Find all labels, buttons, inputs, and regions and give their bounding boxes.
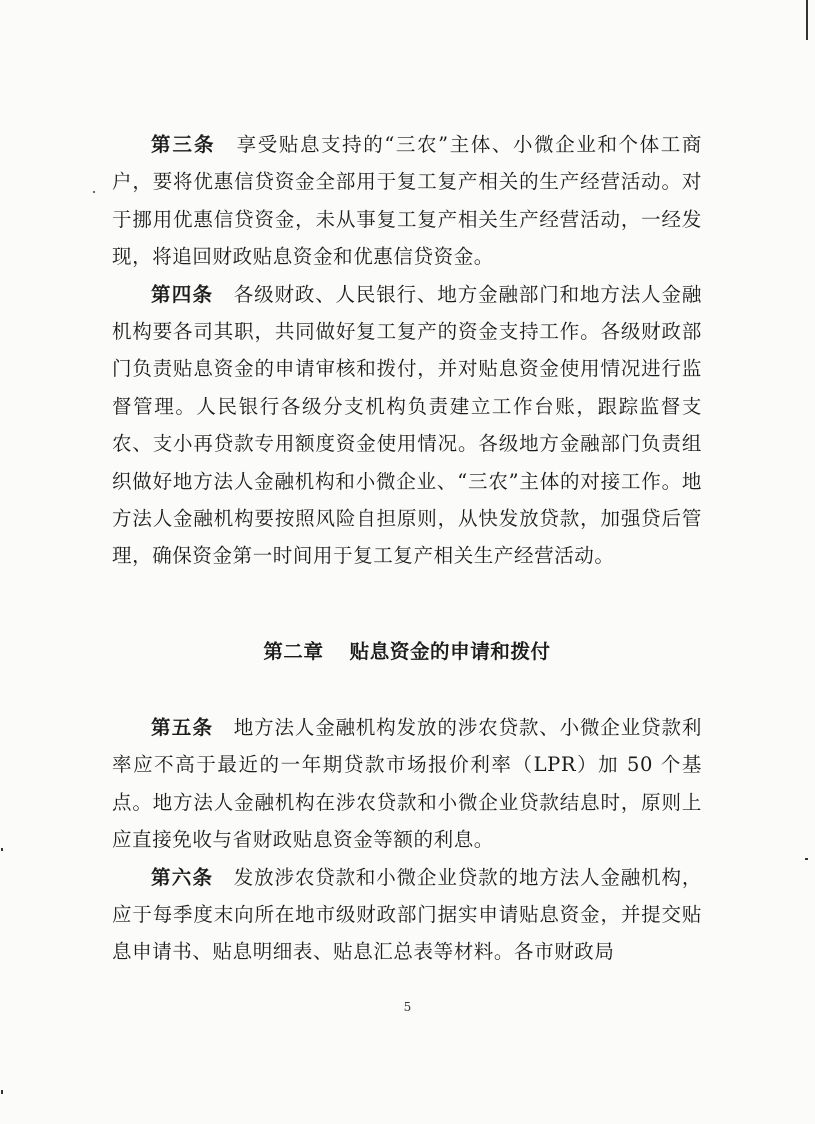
article-6-text: 发放涉农贷款和小微企业贷款的地方法人金融机构，应于每季度末向所在地市级财政部门据实申请贴息资金，并提交贴息申请书、贴息明细表、贴息汇总表等材料。各市财政局 xyxy=(112,865,702,964)
chapter-title: 贴息资金的申请和拨付 xyxy=(349,640,551,663)
document-body xyxy=(112,126,702,575)
article-4-paragraph xyxy=(112,276,702,575)
article-6-paragraph xyxy=(112,859,702,971)
chapter-number: 第二章 xyxy=(263,640,324,663)
scan-dot xyxy=(93,191,95,193)
page-number: 5 xyxy=(403,1000,412,1014)
scan-margin-mark xyxy=(1,1090,3,1094)
article-3-label: 第三条 xyxy=(151,133,216,156)
article-3-paragraph xyxy=(112,126,702,276)
article-5-label: 第五条 xyxy=(151,716,214,739)
scan-margin-mark xyxy=(1,848,3,851)
article-3-text: 享受贴息支持的“三农”主体、小微企业和个体工商户，要将优惠信贷资金全部用于复工复产相关的生产经营活动。对于挪用优惠信贷资金，未从事复工复产相关生产经营活动，一经发现，将追回财政贴息资金和优惠信贷资金。 xyxy=(112,133,702,269)
scan-margin-mark xyxy=(806,0,808,40)
chapter-heading xyxy=(112,636,702,664)
article-5-text: 地方法人金融机构发放的涉农贷款、小微企业贷款利率应不高于最近的一年期贷款市场报价利率（LPR）加 50 个基点。地方法人金融机构在涉农贷款和小微企业贷款结息时，原则上应直接免收与省财政贴息资金等额的利息。 xyxy=(112,716,702,852)
article-4-label: 第四条 xyxy=(151,282,214,306)
article-5-paragraph xyxy=(112,709,702,859)
document-body-2 xyxy=(112,709,702,971)
article-4-text: 各级财政、人民银行、地方金融部门和地方法人金融机构要各司其职，共同做好复工复产的资金支持工作。各级财政部门负责贴息资金的申请审核和拨付，并对贴息资金使用情况进行监督管理。人民银行各级分支机构负责建立工作台账，跟踪监督支农、支小再贷款专用额度资金使用情况。各级地方金融部门负责组织做好地方法人金融机构和小微企业、“三农”主体的对接工作。地方法人金融机构要按照风险自担原则，从快发放贷款，加强贷后管理，确保资金第一时间用于复工复产相关生产经营活动。 xyxy=(112,282,702,568)
article-6-label: 第六条 xyxy=(151,865,214,889)
chapter-heading-wrap xyxy=(112,636,702,664)
scan-margin-mark xyxy=(805,858,808,860)
